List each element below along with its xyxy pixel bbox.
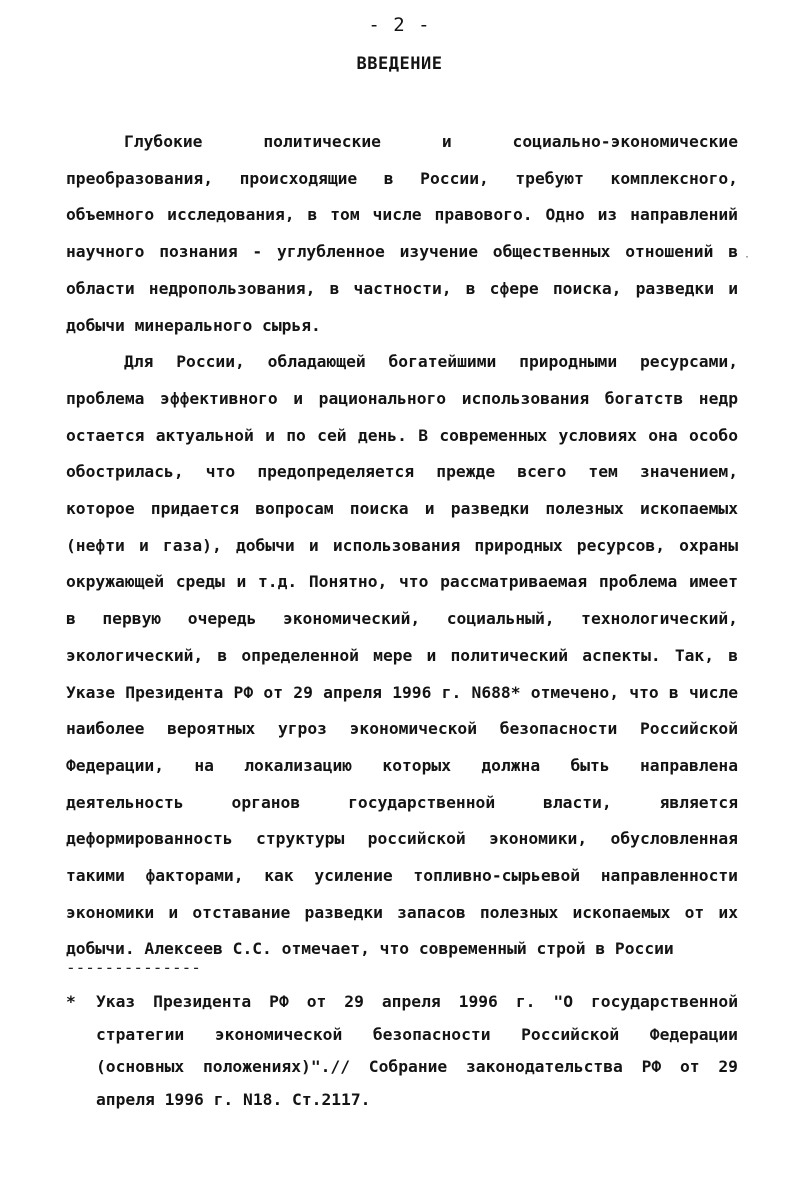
paragraph-2: Для России, обладающей богатейшими природными ресурсами, проблема эффективного и рационального использования богатств недр остается актуальной и по сей день. В современных условиях она особо обострилась, что предопределяется прежде всего тем значением, которое придается вопросам поиска и разведки полезных ископаемых (нефти и газа), добычи и использования природных ресурсов, охраны окружающей среды и т.д. Понятно, что рассматриваемая проблема имеет в первую очередь экономический, социальный, технологический, экологический, в определенной мере и политический аспекты. Так, в Указе Президента РФ от 29 апреля 1996 г. N688* отмечено, что в числе наиболее вероятных угроз экономической безопасности Российской Федерации, на локализацию которых должна быть направлена деятельность органов государственной власти, является деформированность структуры российской экономики, обусловленная такими факторами, как усиление топливно-сырьевой направленности экономики и отставание разведки запасов полезных ископаемых от их добычи. Алексеев С.С. отмечает, что современный строй в России: [66, 352, 738, 959]
scan-speck: ·: [744, 252, 751, 263]
footnote-text: Указ Президента РФ от 29 апреля 1996 г. "О государственной стратегии экономической безопасности Российской Федерации (основных положениях)".// Собрание законодательства РФ от 29 апреля 1996 г. N18. Ст.2117.: [96, 992, 738, 1109]
footnote-marker: *: [66, 992, 76, 1011]
footnote-separator: --------------: [66, 958, 201, 977]
body-text: [66, 124, 738, 968]
paragraph-1: Глубокие политические и социально-экономические преобразования, происходящие в России, требуют комплексного, объемного исследования, в том числе правового. Одно из направлений научного познания - углубленное изучение общественных отношений в области недропользования, в частности, в сфере поиска, разведки и добычи минерального сырья.: [66, 132, 738, 335]
page-number: - 2 -: [368, 14, 431, 36]
footnote: [66, 986, 738, 1116]
section-heading: ВВЕДЕНИЕ: [356, 54, 443, 74]
